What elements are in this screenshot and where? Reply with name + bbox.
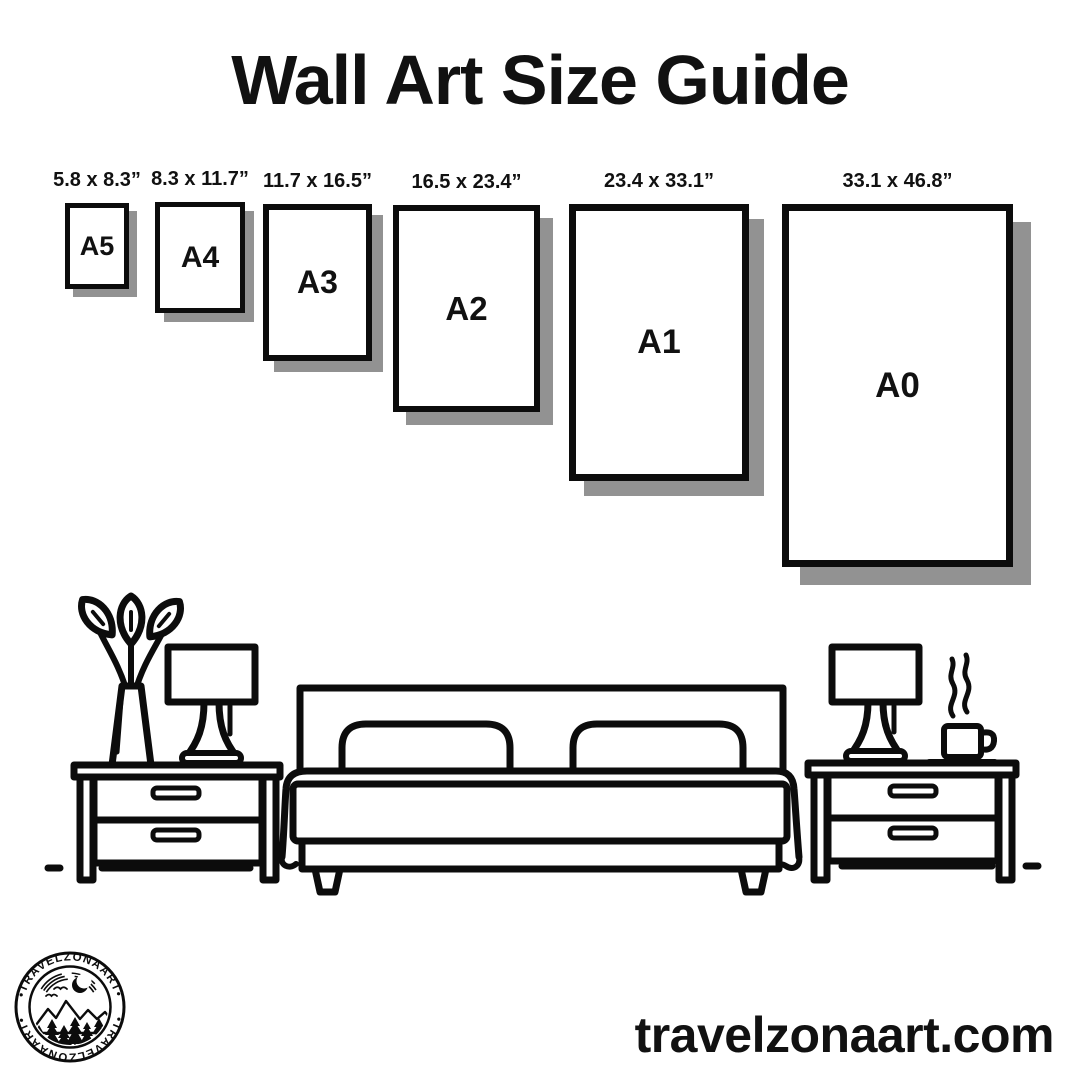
coffee-cup: [929, 655, 995, 762]
pillow: [342, 724, 510, 773]
double-bed: [282, 688, 800, 892]
frame-letter: A1: [637, 323, 681, 361]
size-label-a0: 33.1 x 46.8”: [842, 170, 953, 192]
art-frame-a1: [569, 204, 749, 481]
frame-letter: A2: [445, 289, 488, 327]
table-lamp-left: [168, 647, 255, 763]
logo-arc-text-bottom: •TRAVELZONAART•: [15, 1015, 125, 1063]
art-frame-a4: [155, 202, 245, 313]
art-frame-a0: [782, 204, 1013, 567]
frame-letter: A0: [875, 365, 920, 405]
pillow: [573, 724, 743, 773]
size-label-a3: 11.7 x 16.5”: [263, 170, 372, 192]
size-label-a4: 8.3 x 11.7”: [151, 168, 249, 190]
art-frame-a5: [65, 203, 129, 289]
size-label-a5: 5.8 x 8.3”: [53, 169, 141, 191]
size-label-a1: 23.4 x 33.1”: [603, 170, 715, 192]
nightstand-left: [74, 765, 280, 880]
size-label-a2: 16.5 x 23.4”: [411, 171, 522, 193]
leaf-icon: [74, 593, 120, 642]
brand-logo-badge: [12, 949, 128, 1065]
leaf-icon: [142, 595, 188, 644]
bedroom-scene: [0, 585, 1080, 915]
art-frame-a2: [393, 205, 540, 412]
bed-leg: [315, 869, 340, 892]
bed-base: [302, 841, 779, 869]
cup-body: [944, 726, 981, 757]
art-frame-a3: [263, 204, 372, 361]
bed-leg: [741, 869, 766, 892]
website-url: travelzonaart.com: [634, 1007, 1054, 1063]
table-lamp-right: [832, 647, 919, 761]
nightstand-right: [808, 763, 1016, 880]
frame-letter: A4: [180, 240, 220, 274]
leaf-icon: [120, 596, 142, 644]
frame-letter: A3: [297, 264, 338, 300]
logo-arc-text-top: •TRAVELZONAART•: [15, 951, 125, 999]
page-title: Wall Art Size Guide: [231, 41, 849, 119]
mattress-panel: [293, 784, 787, 841]
frame-letter: A5: [79, 230, 115, 261]
steam-icon: [951, 655, 969, 716]
